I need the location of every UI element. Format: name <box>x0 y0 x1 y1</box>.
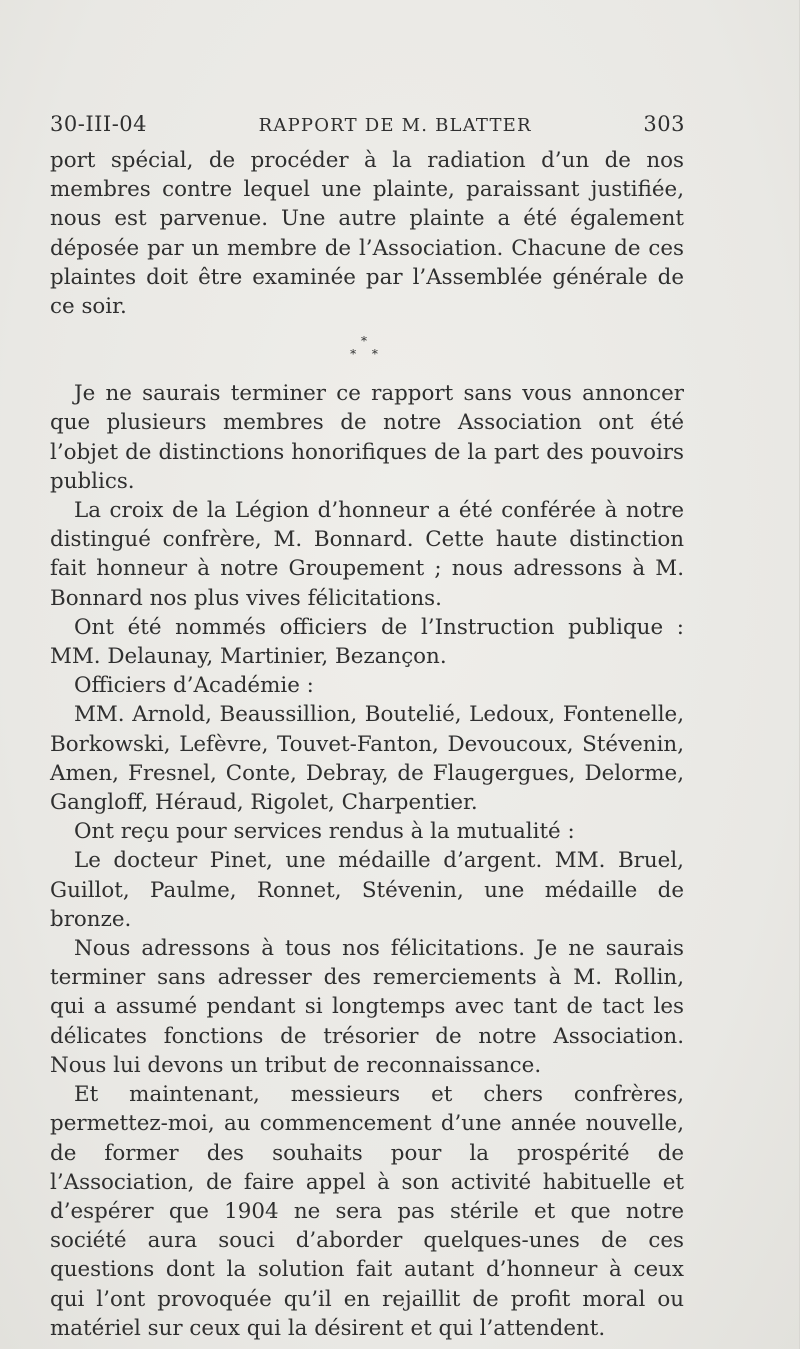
paragraph-8: Le docteur Pinet, une médaille d’argent. MM. Bruel, Guillot, Paulme, Ronnet, Stévenin, une médaille de bronze. <box>50 848 684 932</box>
paragraph-6: MM. Arnold, Beaussillion, Boutelié, Ledoux, Fontenelle, Borkowski, Lefèvre, Touvet-Fanton, Devoucoux, Stévenin, Amen, Fresnel, Conte, Debray, de Flaugergues, Delorme, Gangloff, Héraud, Rigolet, Charpentier. <box>50 702 684 816</box>
paragraph-3: La croix de la Légion d’honneur a été conférée à notre distingué confrère, M. Bonnard. Cette haute distinction fait honneur à notre Groupement ; nous adressons à M. Bonnard nos plus vives félicitations. <box>50 498 684 611</box>
paragraph-5: Officiers d’Académie : <box>74 673 314 699</box>
separator-stars-bottom: * * <box>350 347 384 362</box>
running-header <box>50 112 685 136</box>
paragraph-4: Ont été nommés officiers de l’Instruction publique : MM. Delaunay, Martinier, Bezançon. <box>50 614 684 670</box>
separator-star-top: * <box>361 334 373 349</box>
body-text <box>50 146 684 1343</box>
paragraph-2: Je ne saurais terminer ce rapport sans vous annoncer que plusieurs membres de notre Association ont été l’objet de distinctions honorifiques de la part des pouvoirs publics. <box>50 381 684 494</box>
paragraph-1: port spécial, de procéder à la radiation d’un de nos membres contre lequel une plainte, paraissant justifiée, nous est parvenue. Une autre plainte a été également déposée par un membre de l’Association. Chacune de ces plaintes doit être examinée par l’Assemblée générale de ce soir. <box>50 148 684 320</box>
header-date: 30-III-04 <box>50 112 148 136</box>
paragraph-7: Ont reçu pour services rendus à la mutualité : <box>74 819 575 845</box>
header-title: RAPPORT DE M. BLATTER <box>258 115 532 136</box>
paragraph-10: Et maintenant, messieurs et chers confrères, permettez-moi, au commencement d’une année nouvelle, de former des souhaits pour la prospérité de l’Association, de faire appel à son activité habituelle et d’espérer que 1904 ne sera pas stérile et que notre société aura souci d’aborder quelques-unes de ces questions dont la solution fait autant d’honneur à ceux qui l’ont provoquée qu’il en rejaillit de profit moral ou matériel sur ceux qui la désirent et qui l’attendent. <box>50 1082 684 1341</box>
page-number: 303 <box>643 112 685 136</box>
section-separator <box>50 321 684 379</box>
paragraph-9: Nous adressons à tous nos félicitations. Je ne saurais terminer sans adresser des remerciements à M. Rollin, qui a assumé pendant si longtemps avec tant de tact les délicates fonctions de trésorier de notre Association. Nous lui devons un tribut de reconnaissance. <box>50 936 684 1078</box>
